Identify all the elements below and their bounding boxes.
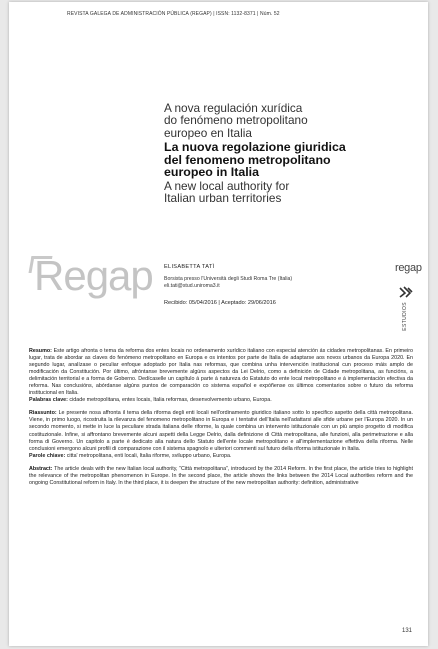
page-number: 131 (402, 628, 413, 634)
resumo-paragraph: Resumo: Este artigo afronta o tema da reforma dos entes locais no ordenamento xurídico italiano con especial atención ás cidades metropolitanas. En primeiro lugar, trata de abordar as claves do fenómeno metropolitano en Europa e os intentos por parte de Italia de adaptarse aos novos urbanos da Europa 2020. En segundo lugar, analízase o peculiar enfoque adoptado por Italia nas reformas, que combina unha intervención institucional cun proceso máis amplo de modificación da Constitución. Por último, afróntanse brevemente algúns aspectos da Lei Delrio, como a definición de Cidade metropolitana, as funcións, a delimitación territorial e a forma de Goberno. Dedícaselle un capítulo á parte á natureza do Estatuto do ente local metropolitano e á implementación efectiva da reforma. Nas conclusións, abórdanse algúns puntos de comparación co sistema español e expóñense os últimos comentarios sobre o futuro da reforma institucional en Italia. (29, 348, 413, 397)
sidebar-regap-logo: regap (395, 262, 422, 274)
section-label: ESTUDIOS (402, 302, 408, 331)
author-block (164, 264, 364, 306)
received-accepted-dates: Recibido: 05/04/2016 | Aceptado: 29/06/2016 (164, 300, 276, 306)
regap-watermark-logo: Regap (34, 252, 153, 300)
abstract-paragraph: Abstract: The article deals with the new Italian local authority, “Città metropolitana”, introduced by the 2014 Reform. In the first place, the article tries to highlight the relevance of the metropolitan phenomenon in Europe. In the second place, the article shows the links between the 2014 Local authorities reform and the ongoing Constitutional reform in Italy. In the third place, it is deepen the structure of the new metropolitan authority: definition, administrative (29, 465, 413, 486)
author-affiliation: Borsista presso l'Università degli Studi Roma Tre (Italia) eli.tati@stud.uniroma3.it (164, 276, 364, 290)
title-english: A new local authority for Italian urban territories (164, 179, 290, 206)
title-italian: La nuova regolazione giuridica del fenomeno metropolitano europeo in Italia (164, 140, 346, 180)
journal-page (9, 2, 428, 646)
palabras-clave: Palabras clave: cidade metropolitana, entes locais, Italia reformas, desenvolvemento urbano, Europa. (29, 397, 272, 404)
logo-fragment-shape (29, 256, 53, 273)
article-titles (164, 102, 414, 205)
parole-chiave: Parole chiave: citta' metropolitana, enti locali, Italia riforme, sviluppo urbano, Europa. (29, 452, 232, 459)
author-name: ELISABETTA TATÌ (164, 264, 215, 270)
riassunto-paragraph: Riassunto: Le presente nosa affronta il tema della riforma degli enti locali nell'ordinamento giuridico italiano sotto lo specifico aspetto della città metropolitana. Viene, in primo luogo, ricostruita la rilevanza del fenomeno metropolitano in Europa e i tentativi dell'Italia nell'adattarsi alle sfide urbane per l'Europa 2020. In un secondo momento, si mette in luce la peculiare strada italiana delle riforme, la quale combina un intervento istituzionale con un più ampio progetto di modifica costituzionale. Infine, si affrontano brevemente alcuni aspetti della Legge Delrio, dalla definizione di Città metropolitana, alle funzioni, alla perimetrazione e alla forma di Governo. Un capitolo a parte è dedicato alla natura dello Statuto dell'ente locale metropolitano e all'implementazione effettiva della riforma. Nelle conclusioni emergono alcuni profili di comparazione con il sistema spagnolo e ulteriori commenti sul futuro della riforma istituzionale in Italia. (29, 410, 413, 452)
running-header: REVISTA GALEGA DE ADMINISTRACIÓN PÚBLICA (REGAP) | ISSN: 1132-8371 | Núm. 52 (67, 11, 280, 17)
regap-emblem-icon (399, 286, 413, 298)
author-email: eli.tati@stud.uniroma3.it (164, 283, 220, 289)
abstracts-block (29, 348, 413, 487)
title-galician: A nova regulación xurídica do fenómeno metropolitano europeo en Italia (164, 101, 308, 140)
